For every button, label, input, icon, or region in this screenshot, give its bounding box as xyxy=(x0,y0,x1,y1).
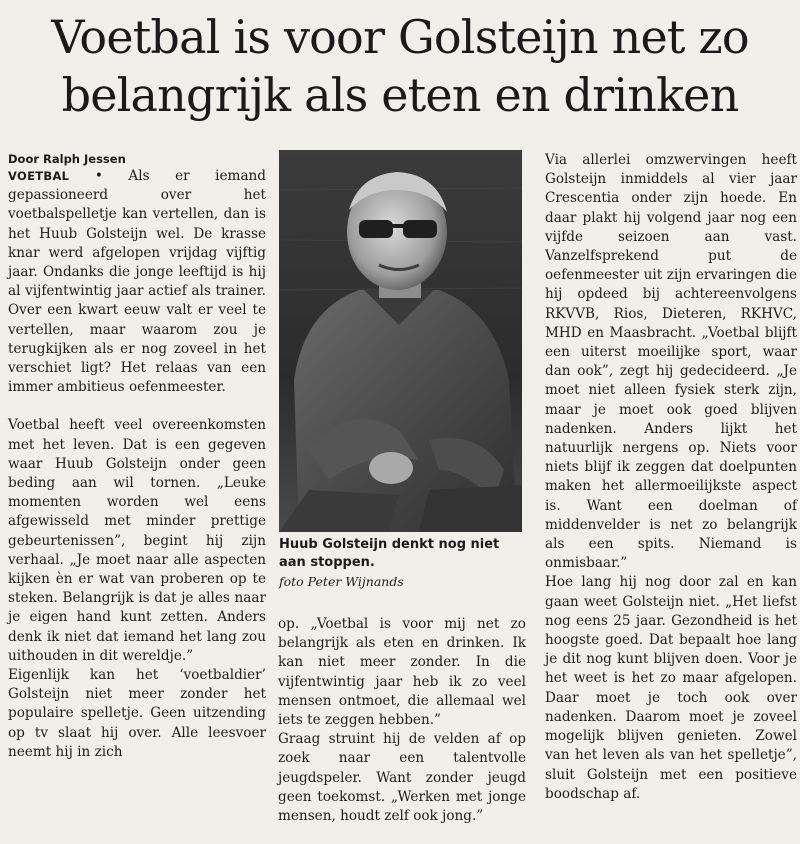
photo-credit: foto Peter Wijnands xyxy=(279,574,404,589)
article-column-3 xyxy=(545,151,797,804)
byline: Door Ralph Jessen xyxy=(8,152,126,166)
paragraph: op. „Voetbal is voor mij net zo belangrijk als eten en drinken. Ik kan niet meer zonder. In die vijfentwintig jaar heb ik zo veel mensen ontmoet, die allemaal wel iets te zeggen hebben.” xyxy=(278,616,526,729)
section-kicker: VOETBAL xyxy=(8,169,70,183)
paragraph: Via allerlei omzwervingen heeft Golsteijn inmiddels al vier jaar Crescentia onder zijn hoede. En daar plakt hij volgend jaar nog een vijfde seizoen aan vast. Vanzelfsprekend put de oefenmeester uit zijn ervaringen die hij opdeed bij achtereenvolgens RKVVB, Rios, Dieteren, RKHVC, MHD en Maasbracht. „Voetbal blijft een uiterst moeilijke sport, waar dan ook”, zegt hij gedecideerd. „Je moet niet alleen fysiek sterk zijn, maar je moet ook goed blijven nadenken. Anders lijkt het natuurlijk nergens op. Niets voor niets blijf ik zeggen dat doelpunten maken het allermoeilijkste aspect is. Want een doelman of middenvelder is net zo belangrijk als een spits. Niemand is onmisbaar.” xyxy=(545,152,797,572)
photo-caption: Huub Golsteijn denkt nog niet aan stoppen. xyxy=(279,537,500,570)
paragraph: Eigenlijk kan het ‘voetbaldier’ Golsteijn niet meer zonder het populaire spelletje. Geen uitzending op tv slaat hij over. Alle leesvoer neemt hij in zich xyxy=(8,667,266,760)
headline: Voetbal is voor Golsteijn net zo belangrijk als eten en drinken xyxy=(51,10,749,122)
paragraph: Voetbal heeft veel overeenkomsten met het leven. Dat is een gegeven waar Huub Golsteijn onder geen beding aan wil tornen. „Leuke momenten worden wel eens afgewisseld met minder prettige gebeurtenissen”, begint hij zijn verhaal. „Je moet naar alle aspecten kijken èn er wat van proberen op te steken. Belangrijk is dat je alles naar je eigen hand kunt zetten. Anders denk ik niet dat iemand het lang zou uithouden in dit wereldje.” xyxy=(8,417,266,664)
kicker-bullet: • xyxy=(94,168,103,184)
paragraph: Hoe lang hij nog door zal en kan gaan weet Golsteijn niet. „Het liefst nog eens 25 jaar. Gezondheid is het hoogste goed. Dat bepaalt hoe lang je dit nog kunt blijven doen. Voor je het weet is het zo maar afgelopen. Daar moet je toch ook over nadenken. Daarom moet je zoveel mogelijk blijven genieten. Zowel van het leven als van het spelletje”, sluit Golsteijn met een positieve boodschap af. xyxy=(545,574,797,802)
portrait-photo xyxy=(279,150,522,532)
paragraph-text: Als er iemand gepassioneerd over het voetbalspelletje kan vertellen, dan is het Huub Golsteijn wel. De krasse knar werd afgelopen vrijdag vijftig jaar. Ondanks die jonge leeftijd is hij al vijfentwintig jaar actief als trainer. Over een kwart eeuw valt er veel te vertellen, maar waarom zou je terugkijken als er nog zoveel in het verschiet ligt? Het relaas van een immer ambitieus oefenmeester. xyxy=(8,168,267,396)
article-column-2 xyxy=(278,615,526,826)
lead-paragraph xyxy=(8,167,266,397)
paragraph: Graag struint hij de velden af op zoek naar een talentvolle jeugdspeler. Want zonder jeugd geen toekomst. „Werken met jonge mensen, houdt zelf ook jong.” xyxy=(278,731,526,825)
article-column-1 xyxy=(8,151,266,762)
